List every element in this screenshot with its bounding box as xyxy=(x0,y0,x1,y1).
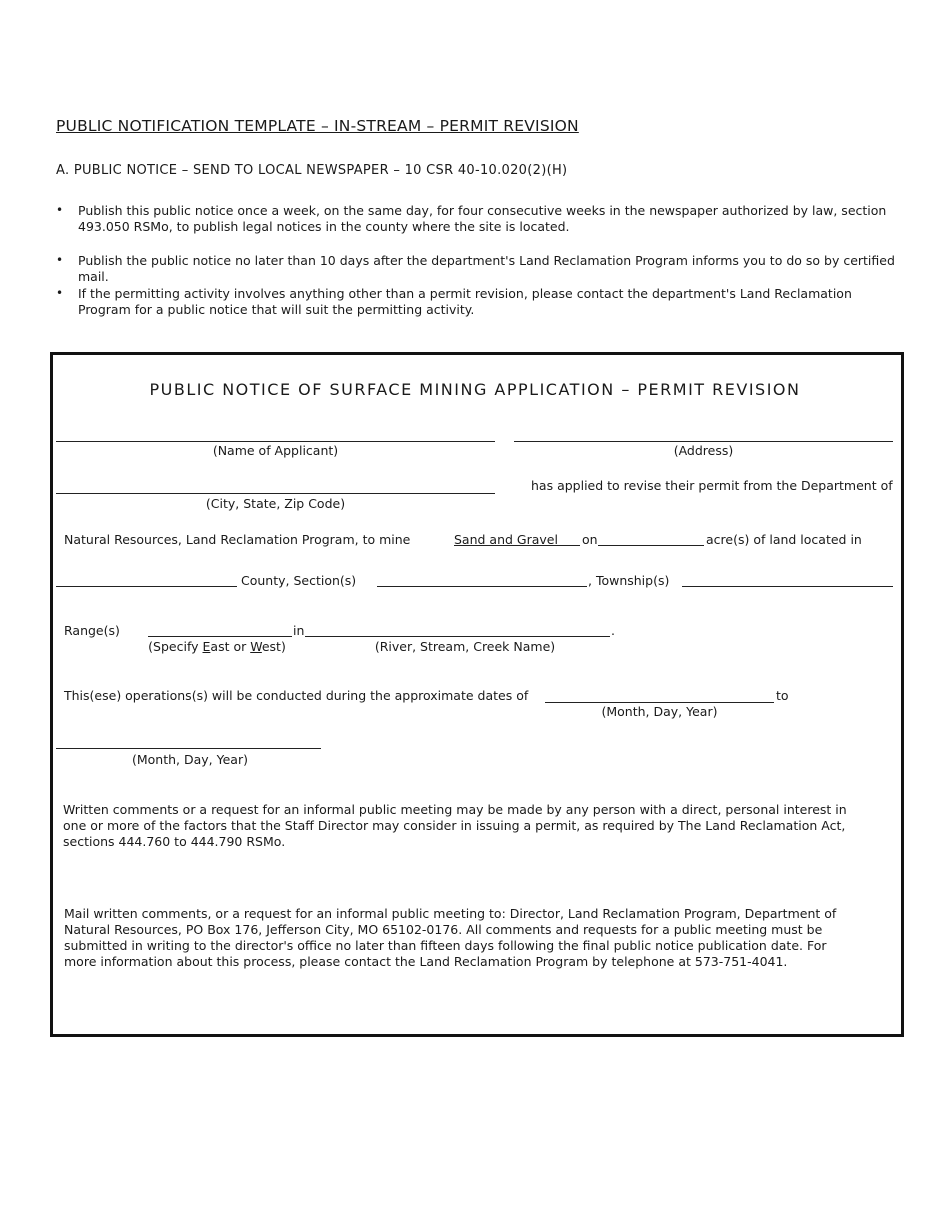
township-field[interactable] xyxy=(682,586,893,587)
section-field[interactable] xyxy=(377,586,587,587)
applicant-name-caption: (Name of Applicant) xyxy=(212,443,339,458)
bullet-icon: • xyxy=(56,253,64,267)
east-west-caption: (Specify East or West) xyxy=(148,639,286,654)
mail-line: Mail written comments, or a request for an informal public meeting to: Director, Land Reclamation Program, Department of xyxy=(64,906,837,921)
comments-line: Written comments or a request for an informal public meeting may be made by any person with a direct, personal interest in xyxy=(63,802,847,817)
comments-line: one or more of the factors that the Staff Director may consider in issuing a permit, as required by The Land Reclamation Act, xyxy=(63,818,846,833)
start-date-field[interactable] xyxy=(545,702,774,703)
page-title: PUBLIC NOTIFICATION TEMPLATE – IN-STREAM – PERMIT REVISION xyxy=(56,117,579,135)
river-stream-creek-field[interactable] xyxy=(305,636,610,637)
has-applied-text: has applied to revise their permit from the Department of xyxy=(531,478,893,493)
range-field[interactable] xyxy=(148,636,292,637)
acres-located-text: acre(s) of land located in xyxy=(706,532,862,547)
end-date-caption: (Month, Day, Year) xyxy=(132,752,248,767)
applicant-name-field[interactable] xyxy=(56,441,495,442)
river-stream-creek-caption: (River, Stream, Creek Name) xyxy=(374,639,556,654)
mail-paragraph xyxy=(64,906,844,970)
instruction-item: Publish this public notice once a week, on the same day, for four consecutive weeks in the newspaper authorized by law, section 493.050 RSMo, to publish legal notices in the county where the site is located. xyxy=(78,203,887,234)
notice-title: PUBLIC NOTICE OF SURFACE MINING APPLICATION – PERMIT REVISION xyxy=(149,380,801,399)
comments-paragraph xyxy=(63,802,863,850)
range-text: Range(s) xyxy=(64,623,120,638)
comments-line: sections 444.760 to 444.790 RSMo. xyxy=(63,834,286,849)
bullet-icon: • xyxy=(56,203,64,217)
bullet-icon: • xyxy=(56,286,64,300)
township-text: , Township(s) xyxy=(588,573,670,588)
city-state-zip-field[interactable] xyxy=(56,493,495,494)
material-value: Sand and Gravel xyxy=(454,532,558,547)
end-date-field[interactable] xyxy=(56,748,321,749)
city-state-zip-caption: (City, State, Zip Code) xyxy=(205,496,346,511)
mail-line: submitted in writing to the director's office no later than fifteen days following the final public notice publication date. For xyxy=(64,938,827,953)
address-field[interactable] xyxy=(514,441,893,442)
instruction-item: If the permitting activity involves anything other than a permit revision, please contact the department's Land Reclamation Program for a public notice that will suit the permitting activity. xyxy=(78,286,852,317)
county-sections-text: County, Section(s) xyxy=(241,573,357,588)
section-heading: A. PUBLIC NOTICE – SEND TO LOCAL NEWSPAPER – 10 CSR 40-10.020(2)(H) xyxy=(56,163,568,178)
period-text: . xyxy=(611,623,615,638)
to-text: to xyxy=(776,688,789,703)
start-date-caption: (Month, Day, Year) xyxy=(601,704,718,719)
on-text: on xyxy=(582,532,598,547)
county-field[interactable] xyxy=(56,586,237,587)
acres-field[interactable] xyxy=(598,545,704,546)
natural-resources-text: Natural Resources, Land Reclamation Program, to mine xyxy=(64,532,411,547)
in-text: in xyxy=(293,623,305,638)
mail-line: Natural Resources, PO Box 176, Jefferson City, MO 65102-0176. All comments and requests for a public meeting must be xyxy=(64,922,823,937)
address-caption: (Address) xyxy=(673,443,734,458)
mail-line: more information about this process, please contact the Land Reclamation Program by telephone at 573-751-4041. xyxy=(64,954,788,969)
operations-text: This(ese) operations(s) will be conducted during the approximate dates of xyxy=(64,688,529,703)
instruction-item: Publish the public notice no later than 10 days after the department's Land Reclamation Program informs you to do so by certified mail. xyxy=(78,253,895,284)
